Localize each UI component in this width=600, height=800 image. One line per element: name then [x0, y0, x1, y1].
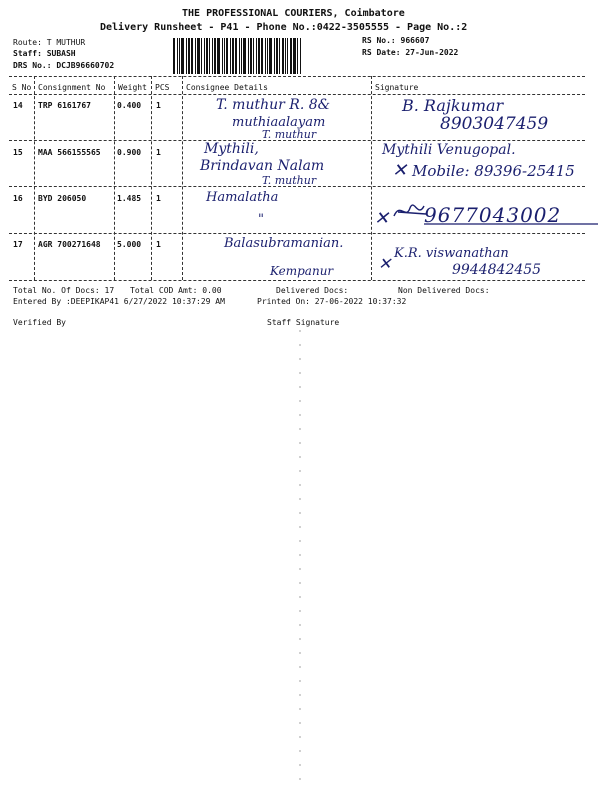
signature-handwriting: 9677043002: [424, 203, 562, 227]
row-consignment: TRP 6161767: [38, 101, 91, 110]
col-header-consignment: Consignment No: [38, 83, 106, 92]
barcode-bar: [188, 38, 190, 74]
row-pcs: 1: [156, 194, 161, 203]
drs-number: DRS No.: DCJB96660702: [13, 61, 115, 70]
consignee-handwriting: Hamalatha: [206, 190, 279, 205]
consignee-handwriting: T. muthur R. 8&: [216, 97, 331, 113]
underline-stroke: [424, 220, 600, 228]
signature-handwriting: Mobile: 89396-25415: [412, 162, 575, 180]
row-consignment: MAA 566155565: [38, 148, 101, 157]
signature-handwriting: Mythili Venugopal.: [382, 142, 516, 158]
total-cod: Total COD Amt: 0.00: [130, 286, 222, 295]
barcode-bar: [224, 38, 225, 74]
barcode-bar: [253, 38, 254, 74]
barcode-bar: [269, 38, 272, 74]
col-header-sno: S No: [12, 83, 32, 92]
barcode-bar: [276, 38, 278, 74]
table-bottom-rule: [9, 280, 585, 281]
barcode-bar: [290, 38, 292, 74]
barcode-bar: [258, 38, 260, 74]
column-divider: [151, 76, 152, 280]
barcode-bar: [285, 38, 286, 74]
column-divider: [34, 76, 35, 280]
signature-handwriting: B. Rajkumar: [402, 96, 504, 115]
rs-number: RS No.: 966607: [362, 36, 430, 45]
row-weight: 0.900: [117, 148, 142, 157]
col-header-weight: Weight: [118, 83, 147, 92]
row-divider: [9, 233, 585, 234]
route-label: Route: T MUTHUR: [13, 38, 86, 47]
barcode-bar: [261, 38, 263, 74]
row-pcs: 1: [156, 148, 161, 157]
signature-cross-mark: ✕: [392, 160, 408, 181]
barcode-bar: [267, 38, 268, 74]
signature-handwriting: 8903047459: [440, 114, 549, 134]
barcode-bar: [282, 38, 284, 74]
barcode-bar: [241, 38, 242, 74]
row-sno: 16: [13, 194, 23, 203]
barcode-bar: [177, 38, 178, 74]
company-title: THE PROFESSIONAL COURIERS, Coimbatore: [182, 8, 405, 19]
verified-by: Verified By: [13, 318, 66, 327]
delivered-docs: Delivered Docs:: [276, 286, 349, 295]
barcode-bar: [217, 38, 220, 74]
scan-artifact: [299, 330, 301, 780]
barcode-bar: [206, 38, 208, 74]
barcode-bar: [186, 38, 187, 74]
barcode-bar: [201, 38, 202, 74]
signature-cross-mark: ✕: [374, 208, 390, 229]
signature-handwriting: 9944842455: [452, 262, 542, 278]
col-header-pcs: PCS: [155, 83, 170, 92]
consignee-handwriting: ": [258, 212, 264, 227]
non-delivered-docs: Non Delivered Docs:: [398, 286, 490, 295]
barcode-bar: [232, 38, 234, 74]
col-header-signature: Signature: [375, 83, 419, 92]
total-docs: Total No. Of Docs: 17: [13, 286, 115, 295]
barcode-bar: [293, 38, 296, 74]
barcode-bar: [197, 38, 200, 74]
entered-by: Entered By :DEEPIKAP41 6/27/2022 10:37:29 AM: [13, 297, 225, 306]
barcode-bar: [235, 38, 237, 74]
signature-cross-mark: ✕: [378, 254, 392, 273]
row-pcs: 1: [156, 101, 161, 110]
staff-label: Staff: SUBASH: [13, 49, 76, 58]
row-consignment: BYD 206050: [38, 194, 87, 203]
barcode-bar: [279, 38, 280, 74]
col-header-consignee: Consignee Details: [186, 83, 268, 92]
runsheet-subtitle: Delivery Runsheet - P41 - Phone No.:0422-3505555 - Page No.:2: [100, 22, 468, 33]
consignee-handwriting: Balasubramanian.: [224, 236, 344, 251]
row-weight: 0.400: [117, 101, 142, 110]
column-divider: [371, 76, 372, 280]
barcode-bar: [191, 38, 193, 74]
consignee-handwriting: Kempanur: [270, 264, 334, 278]
barcode-bar: [300, 38, 301, 74]
row-weight: 5.000: [117, 240, 142, 249]
barcode-bar: [274, 38, 275, 74]
staff-signature: Staff Signature: [267, 318, 340, 327]
barcode-bar: [173, 38, 175, 74]
barcode-bar: [256, 38, 257, 74]
barcode: [173, 38, 345, 74]
consignee-handwriting: Brindavan Nalam: [200, 158, 325, 174]
barcode-bar: [214, 38, 216, 74]
barcode-bar: [209, 38, 210, 74]
consignee-handwriting: T. muthur: [262, 174, 317, 187]
barcode-bar: [204, 38, 205, 74]
barcode-bar: [265, 38, 266, 74]
row-sno: 14: [13, 101, 23, 110]
row-pcs: 1: [156, 240, 161, 249]
barcode-bar: [195, 38, 196, 74]
barcode-bar: [179, 38, 180, 74]
barcode-bar: [248, 38, 249, 74]
barcode-bar: [222, 38, 223, 74]
barcode-bar: [243, 38, 246, 74]
barcode-bar: [226, 38, 228, 74]
consignee-handwriting: muthiaalayam: [232, 115, 326, 130]
column-divider: [114, 76, 115, 280]
table-top-rule: [9, 76, 585, 77]
row-weight: 1.485: [117, 194, 142, 203]
barcode-bar: [212, 38, 213, 74]
barcode-bar: [230, 38, 231, 74]
barcode-bar: [181, 38, 184, 74]
row-sno: 17: [13, 240, 23, 249]
barcode-bar: [239, 38, 240, 74]
row-consignment: AGR 700271648: [38, 240, 101, 249]
row-sno: 15: [13, 148, 23, 157]
rs-date: RS Date: 27-Jun-2022: [362, 48, 459, 57]
consignee-handwriting: Mythili,: [204, 141, 259, 157]
column-divider: [182, 76, 183, 280]
barcode-bar: [297, 38, 298, 74]
printed-on: Printed On: 27-06-2022 10:37:32: [257, 297, 407, 306]
consignee-handwriting: T. muthur: [262, 128, 317, 141]
table-header-rule: [9, 94, 585, 95]
signature-handwriting: K.R. viswanathan: [394, 246, 509, 261]
barcode-bar: [250, 38, 252, 74]
barcode-bar: [287, 38, 288, 74]
